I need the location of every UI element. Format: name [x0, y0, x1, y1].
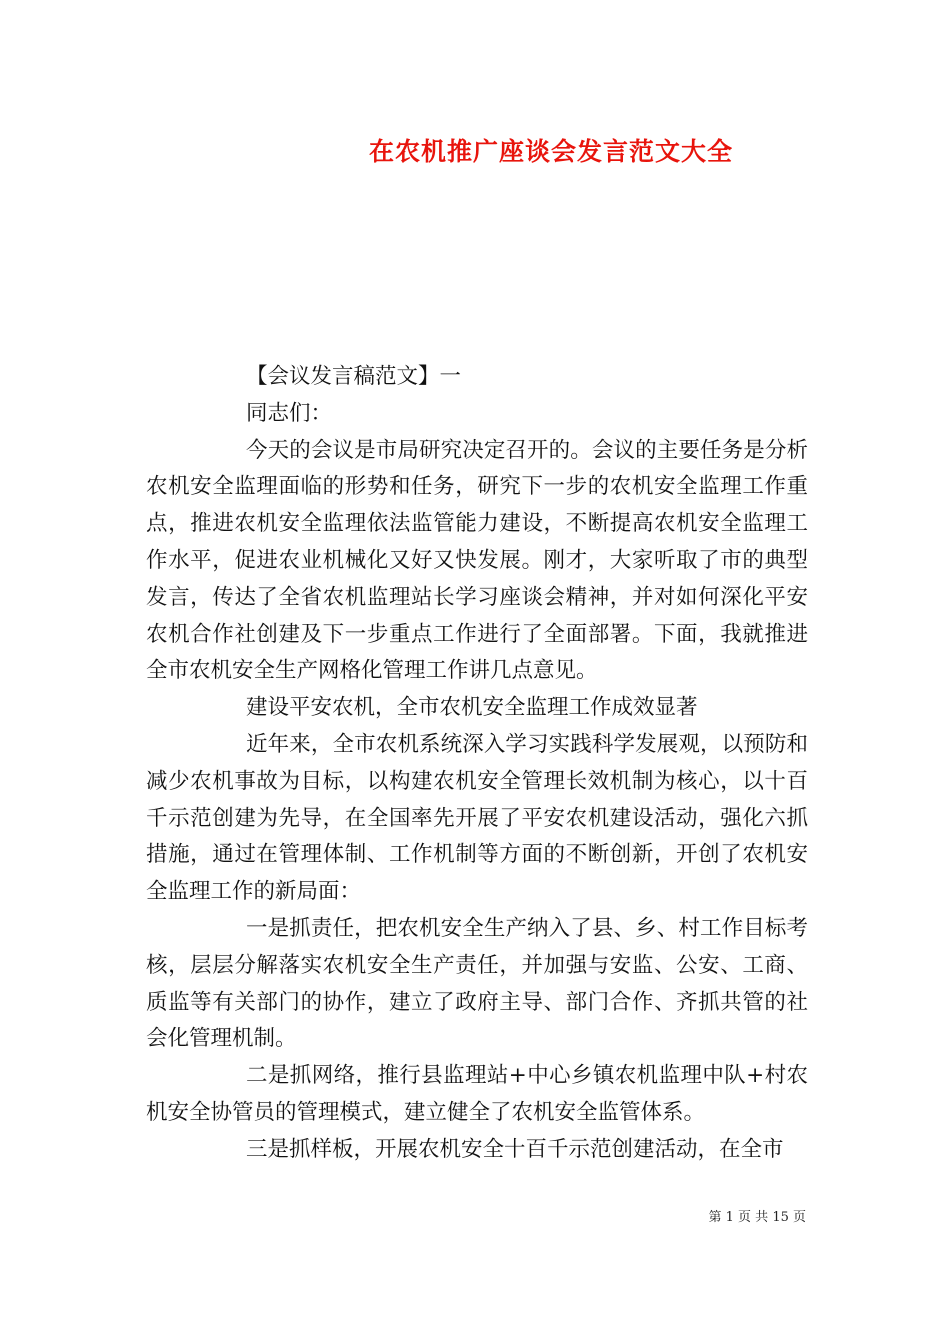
paragraph-salutation: 同志们：: [246, 400, 333, 426]
page-number-footer: 第 1 页 共 15 页: [708, 1210, 806, 1225]
paragraph-point-responsibility: 一是抓责任，把农机安全生产纳入了县、乡、村工作目标考核，层层分解落实农机安全生产责任，并加强与安监、公安、工商、质监等有关部门的协作，建立了政府主导、部门合作、齐抓共管的社会化管理机制。: [146, 915, 808, 1052]
paragraph-intro: 今天的会议是市局研究决定召开的。会议的主要任务是分析农机安全监理面临的形势和任务，研究下一步的农机安全监理工作重点，推进农机安全监理依法监管能力建设，不断提高农机安全监理工作水平，促进农业机械化又好又快发展。刚才，大家听取了市的典型发言，传达了全省农机监理站长学习座谈会精神，并对如何深化平安农机合作社创建及下一步重点工作进行了全面部署。下面，我就推进全市农机安全生产网格化管理工作讲几点意见。: [146, 437, 808, 684]
paragraph-point-model: 三是抓样板，开展农机安全十百千示范创建活动，在全市: [246, 1136, 784, 1162]
document-title: 在农机推广座谈会发言范文大全: [368, 137, 733, 166]
document-body: [146, 359, 808, 1169]
paragraph-achievements: 近年来，全市农机系统深入学习实践科学发展观，以预防和减少农机事故为目标，以构建农机安全管理长效机制为核心，以十百千示范创建为先导，在全国率先开展了平安农机建设活动，强化六抓措施，通过在管理体制、工作机制等方面的不断创新，开创了农机安全监理工作的新局面：: [146, 731, 808, 905]
paragraph-subheading: 建设平安农机，全市农机安全监理工作成效显著: [246, 695, 698, 721]
paragraph-point-network: 二是抓网络，推行县监理站+中心乡镇农机监理中队+村农机安全协管员的管理模式，建立健全了农机安全监管体系。: [146, 1063, 808, 1125]
paragraph-section-heading: 【会议发言稿范文】一: [246, 364, 462, 389]
